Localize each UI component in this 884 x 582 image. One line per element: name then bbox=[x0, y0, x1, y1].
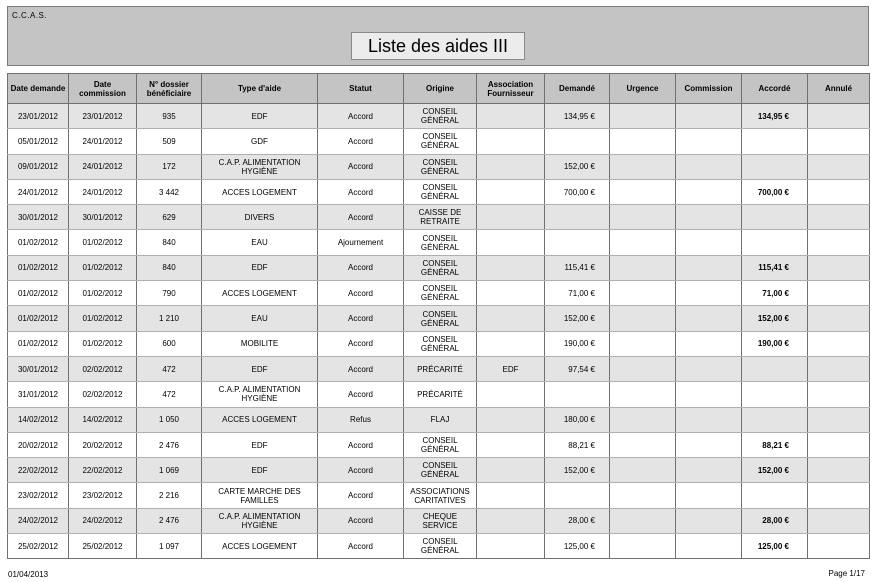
cell-urgence bbox=[610, 104, 676, 129]
cell-accorde: 152,00 € bbox=[742, 306, 808, 331]
cell-dossier: 1 050 bbox=[137, 407, 202, 432]
cell-date-demande: 09/01/2012 bbox=[8, 154, 69, 179]
table-row bbox=[8, 154, 870, 179]
cell-association bbox=[477, 255, 545, 280]
cell-date-commission: 14/02/2012 bbox=[69, 407, 137, 432]
cell-date-commission: 01/02/2012 bbox=[69, 281, 137, 306]
cell-origine: CONSEIL GÉNÉRAL bbox=[404, 104, 477, 129]
table-row bbox=[8, 458, 870, 483]
cell-annule bbox=[808, 534, 870, 559]
cell-type-aide: EAU bbox=[202, 230, 318, 255]
cell-demande: 152,00 € bbox=[545, 458, 610, 483]
cell-accorde: 134,95 € bbox=[742, 104, 808, 129]
organization-label: C.C.A.S. bbox=[12, 11, 48, 20]
cell-type-aide: EDF bbox=[202, 356, 318, 381]
cell-dossier: 472 bbox=[137, 382, 202, 407]
cell-commission bbox=[676, 205, 742, 230]
cell-type-aide: ACCES LOGEMENT bbox=[202, 534, 318, 559]
cell-origine: CONSEIL GÉNÉRAL bbox=[404, 432, 477, 457]
table-row bbox=[8, 205, 870, 230]
cell-statut: Accord bbox=[318, 331, 404, 356]
cell-annule bbox=[808, 432, 870, 457]
cell-dossier: 2 476 bbox=[137, 432, 202, 457]
cell-annule bbox=[808, 483, 870, 508]
table-row bbox=[8, 306, 870, 331]
cell-commission bbox=[676, 179, 742, 204]
cell-commission bbox=[676, 306, 742, 331]
cell-urgence bbox=[610, 382, 676, 407]
cell-origine: CONSEIL GÉNÉRAL bbox=[404, 306, 477, 331]
table-header-row bbox=[8, 74, 870, 104]
cell-annule bbox=[808, 104, 870, 129]
cell-demande: 180,00 € bbox=[545, 407, 610, 432]
cell-association bbox=[477, 331, 545, 356]
col-demande: Demandé bbox=[545, 74, 610, 104]
col-type-aide: Type d'aide bbox=[202, 74, 318, 104]
col-origine: Origine bbox=[404, 74, 477, 104]
col-annule: Annulé bbox=[808, 74, 870, 104]
cell-annule bbox=[808, 255, 870, 280]
cell-date-commission: 01/02/2012 bbox=[69, 255, 137, 280]
col-accorde: Accordé bbox=[742, 74, 808, 104]
col-urgence: Urgence bbox=[610, 74, 676, 104]
cell-type-aide: CARTE MARCHE DES FAMILLES bbox=[202, 483, 318, 508]
cell-type-aide: GDF bbox=[202, 129, 318, 154]
cell-date-commission: 24/01/2012 bbox=[69, 179, 137, 204]
cell-demande: 125,00 € bbox=[545, 534, 610, 559]
cell-urgence bbox=[610, 205, 676, 230]
cell-dossier: 1 097 bbox=[137, 534, 202, 559]
table-row bbox=[8, 281, 870, 306]
cell-annule bbox=[808, 382, 870, 407]
cell-demande bbox=[545, 382, 610, 407]
cell-commission bbox=[676, 483, 742, 508]
cell-origine: PRÉCARITÉ bbox=[404, 356, 477, 381]
cell-type-aide: DIVERS bbox=[202, 205, 318, 230]
cell-demande: 700,00 € bbox=[545, 179, 610, 204]
cell-date-commission: 01/02/2012 bbox=[69, 306, 137, 331]
cell-annule bbox=[808, 306, 870, 331]
cell-origine: CONSEIL GÉNÉRAL bbox=[404, 458, 477, 483]
cell-association bbox=[477, 104, 545, 129]
cell-urgence bbox=[610, 179, 676, 204]
col-statut: Statut bbox=[318, 74, 404, 104]
cell-urgence bbox=[610, 230, 676, 255]
cell-demande bbox=[545, 129, 610, 154]
cell-urgence bbox=[610, 508, 676, 533]
cell-accorde: 125,00 € bbox=[742, 534, 808, 559]
cell-association bbox=[477, 382, 545, 407]
col-commission: Commission bbox=[676, 74, 742, 104]
cell-statut: Accord bbox=[318, 356, 404, 381]
cell-origine: CHEQUE SERVICE bbox=[404, 508, 477, 533]
cell-association bbox=[477, 205, 545, 230]
cell-association bbox=[477, 432, 545, 457]
cell-date-commission: 23/01/2012 bbox=[69, 104, 137, 129]
cell-origine: PRÉCARITÉ bbox=[404, 382, 477, 407]
cell-accorde: 28,00 € bbox=[742, 508, 808, 533]
cell-dossier: 1 210 bbox=[137, 306, 202, 331]
table-row bbox=[8, 129, 870, 154]
table-row bbox=[8, 382, 870, 407]
cell-demande: 152,00 € bbox=[545, 154, 610, 179]
cell-statut: Accord bbox=[318, 306, 404, 331]
cell-demande: 28,00 € bbox=[545, 508, 610, 533]
cell-statut: Accord bbox=[318, 508, 404, 533]
cell-commission bbox=[676, 458, 742, 483]
cell-commission bbox=[676, 382, 742, 407]
cell-commission bbox=[676, 356, 742, 381]
cell-demande: 97,54 € bbox=[545, 356, 610, 381]
table-row bbox=[8, 255, 870, 280]
cell-date-demande: 01/02/2012 bbox=[8, 255, 69, 280]
cell-statut: Refus bbox=[318, 407, 404, 432]
cell-accorde bbox=[742, 154, 808, 179]
cell-date-commission: 24/02/2012 bbox=[69, 508, 137, 533]
cell-accorde bbox=[742, 129, 808, 154]
aides-table bbox=[7, 73, 870, 559]
col-date-demande: Date demande bbox=[8, 74, 69, 104]
cell-dossier: 509 bbox=[137, 129, 202, 154]
cell-statut: Accord bbox=[318, 179, 404, 204]
page-title: Liste des aides III bbox=[351, 32, 525, 60]
cell-demande: 190,00 € bbox=[545, 331, 610, 356]
cell-dossier: 2 216 bbox=[137, 483, 202, 508]
cell-type-aide: C.A.P. ALIMENTATION HYGIÈNE bbox=[202, 154, 318, 179]
cell-urgence bbox=[610, 458, 676, 483]
cell-urgence bbox=[610, 331, 676, 356]
table-row bbox=[8, 356, 870, 381]
cell-type-aide: EDF bbox=[202, 432, 318, 457]
cell-date-demande: 01/02/2012 bbox=[8, 306, 69, 331]
cell-urgence bbox=[610, 281, 676, 306]
report-header bbox=[7, 6, 869, 66]
cell-origine: ASSOCIATIONS CARITATIVES bbox=[404, 483, 477, 508]
cell-demande bbox=[545, 230, 610, 255]
cell-type-aide: EDF bbox=[202, 104, 318, 129]
cell-dossier: 3 442 bbox=[137, 179, 202, 204]
cell-type-aide: MOBILITE bbox=[202, 331, 318, 356]
cell-accorde bbox=[742, 205, 808, 230]
cell-annule bbox=[808, 129, 870, 154]
cell-statut: Accord bbox=[318, 205, 404, 230]
cell-date-demande: 23/01/2012 bbox=[8, 104, 69, 129]
cell-annule bbox=[808, 331, 870, 356]
cell-type-aide: C.A.P. ALIMENTATION HYGIÈNE bbox=[202, 508, 318, 533]
cell-association bbox=[477, 534, 545, 559]
table-row bbox=[8, 104, 870, 129]
cell-statut: Accord bbox=[318, 458, 404, 483]
cell-demande bbox=[545, 205, 610, 230]
cell-commission bbox=[676, 281, 742, 306]
cell-type-aide: EAU bbox=[202, 306, 318, 331]
cell-demande: 115,41 € bbox=[545, 255, 610, 280]
cell-type-aide: C.A.P. ALIMENTATION HYGIÈNE bbox=[202, 382, 318, 407]
cell-date-demande: 30/01/2012 bbox=[8, 356, 69, 381]
cell-date-demande: 05/01/2012 bbox=[8, 129, 69, 154]
table-body bbox=[8, 104, 870, 559]
cell-association bbox=[477, 154, 545, 179]
cell-statut: Accord bbox=[318, 534, 404, 559]
cell-origine: FLAJ bbox=[404, 407, 477, 432]
cell-dossier: 840 bbox=[137, 255, 202, 280]
cell-origine: CONSEIL GÉNÉRAL bbox=[404, 331, 477, 356]
cell-urgence bbox=[610, 432, 676, 457]
cell-date-demande: 30/01/2012 bbox=[8, 205, 69, 230]
table-row bbox=[8, 179, 870, 204]
cell-association bbox=[477, 306, 545, 331]
cell-statut: Accord bbox=[318, 154, 404, 179]
cell-origine: CONSEIL GÉNÉRAL bbox=[404, 154, 477, 179]
cell-annule bbox=[808, 356, 870, 381]
table-row bbox=[8, 407, 870, 432]
table-row bbox=[8, 331, 870, 356]
cell-association bbox=[477, 458, 545, 483]
cell-association bbox=[477, 281, 545, 306]
table-row bbox=[8, 483, 870, 508]
cell-demande: 134,95 € bbox=[545, 104, 610, 129]
cell-accorde bbox=[742, 483, 808, 508]
cell-demande: 88,21 € bbox=[545, 432, 610, 457]
col-dossier: N° dossier bénéficiaire bbox=[137, 74, 202, 104]
cell-urgence bbox=[610, 356, 676, 381]
page-number: Page 1/17 bbox=[828, 569, 865, 578]
cell-demande: 71,00 € bbox=[545, 281, 610, 306]
print-date: 01/04/2013 bbox=[8, 570, 49, 579]
cell-statut: Accord bbox=[318, 432, 404, 457]
cell-annule bbox=[808, 281, 870, 306]
cell-statut: Ajournement bbox=[318, 230, 404, 255]
cell-urgence bbox=[610, 154, 676, 179]
cell-statut: Accord bbox=[318, 104, 404, 129]
cell-type-aide: EDF bbox=[202, 255, 318, 280]
cell-urgence bbox=[610, 407, 676, 432]
cell-statut: Accord bbox=[318, 483, 404, 508]
cell-type-aide: ACCES LOGEMENT bbox=[202, 281, 318, 306]
cell-commission bbox=[676, 407, 742, 432]
cell-demande: 152,00 € bbox=[545, 306, 610, 331]
cell-association: EDF bbox=[477, 356, 545, 381]
cell-date-demande: 24/02/2012 bbox=[8, 508, 69, 533]
cell-date-demande: 14/02/2012 bbox=[8, 407, 69, 432]
cell-dossier: 790 bbox=[137, 281, 202, 306]
table-row bbox=[8, 432, 870, 457]
cell-date-demande: 22/02/2012 bbox=[8, 458, 69, 483]
cell-accorde: 152,00 € bbox=[742, 458, 808, 483]
table-row bbox=[8, 508, 870, 533]
cell-association bbox=[477, 179, 545, 204]
cell-association bbox=[477, 407, 545, 432]
cell-date-commission: 02/02/2012 bbox=[69, 382, 137, 407]
cell-accorde: 700,00 € bbox=[742, 179, 808, 204]
cell-type-aide: ACCES LOGEMENT bbox=[202, 407, 318, 432]
cell-commission bbox=[676, 534, 742, 559]
cell-date-commission: 01/02/2012 bbox=[69, 230, 137, 255]
cell-demande bbox=[545, 483, 610, 508]
cell-commission bbox=[676, 104, 742, 129]
cell-dossier: 629 bbox=[137, 205, 202, 230]
cell-date-commission: 24/01/2012 bbox=[69, 154, 137, 179]
cell-date-demande: 01/02/2012 bbox=[8, 281, 69, 306]
cell-accorde bbox=[742, 356, 808, 381]
cell-dossier: 840 bbox=[137, 230, 202, 255]
cell-accorde bbox=[742, 407, 808, 432]
cell-type-aide: ACCES LOGEMENT bbox=[202, 179, 318, 204]
cell-annule bbox=[808, 205, 870, 230]
cell-annule bbox=[808, 458, 870, 483]
cell-urgence bbox=[610, 255, 676, 280]
cell-origine: CONSEIL GÉNÉRAL bbox=[404, 230, 477, 255]
cell-origine: CONSEIL GÉNÉRAL bbox=[404, 534, 477, 559]
cell-commission bbox=[676, 432, 742, 457]
cell-accorde: 71,00 € bbox=[742, 281, 808, 306]
cell-date-commission: 25/02/2012 bbox=[69, 534, 137, 559]
cell-dossier: 472 bbox=[137, 356, 202, 381]
cell-date-commission: 24/01/2012 bbox=[69, 129, 137, 154]
cell-accorde: 88,21 € bbox=[742, 432, 808, 457]
cell-dossier: 600 bbox=[137, 331, 202, 356]
cell-date-commission: 30/01/2012 bbox=[69, 205, 137, 230]
cell-date-demande: 20/02/2012 bbox=[8, 432, 69, 457]
cell-dossier: 1 069 bbox=[137, 458, 202, 483]
cell-origine: CONSEIL GÉNÉRAL bbox=[404, 179, 477, 204]
cell-accorde: 115,41 € bbox=[742, 255, 808, 280]
cell-date-demande: 25/02/2012 bbox=[8, 534, 69, 559]
cell-accorde bbox=[742, 382, 808, 407]
cell-date-demande: 31/01/2012 bbox=[8, 382, 69, 407]
cell-date-demande: 01/02/2012 bbox=[8, 230, 69, 255]
cell-dossier: 935 bbox=[137, 104, 202, 129]
cell-association bbox=[477, 230, 545, 255]
cell-type-aide: EDF bbox=[202, 458, 318, 483]
cell-urgence bbox=[610, 483, 676, 508]
cell-dossier: 172 bbox=[137, 154, 202, 179]
cell-statut: Accord bbox=[318, 129, 404, 154]
cell-urgence bbox=[610, 306, 676, 331]
cell-statut: Accord bbox=[318, 382, 404, 407]
cell-annule bbox=[808, 230, 870, 255]
cell-association bbox=[477, 508, 545, 533]
cell-date-commission: 23/02/2012 bbox=[69, 483, 137, 508]
cell-accorde: 190,00 € bbox=[742, 331, 808, 356]
cell-annule bbox=[808, 154, 870, 179]
cell-statut: Accord bbox=[318, 255, 404, 280]
cell-annule bbox=[808, 179, 870, 204]
cell-origine: CONSEIL GÉNÉRAL bbox=[404, 255, 477, 280]
cell-origine: CONSEIL GÉNÉRAL bbox=[404, 281, 477, 306]
cell-commission bbox=[676, 508, 742, 533]
cell-date-commission: 22/02/2012 bbox=[69, 458, 137, 483]
cell-date-demande: 24/01/2012 bbox=[8, 179, 69, 204]
cell-commission bbox=[676, 129, 742, 154]
cell-date-commission: 02/02/2012 bbox=[69, 356, 137, 381]
col-association: Association Fournisseur bbox=[477, 74, 545, 104]
cell-commission bbox=[676, 230, 742, 255]
cell-accorde bbox=[742, 230, 808, 255]
cell-date-demande: 23/02/2012 bbox=[8, 483, 69, 508]
col-date-commission: Date commission bbox=[69, 74, 137, 104]
cell-date-demande: 01/02/2012 bbox=[8, 331, 69, 356]
cell-origine: CONSEIL GÉNÉRAL bbox=[404, 129, 477, 154]
cell-urgence bbox=[610, 129, 676, 154]
cell-association bbox=[477, 483, 545, 508]
cell-annule bbox=[808, 407, 870, 432]
cell-commission bbox=[676, 154, 742, 179]
cell-commission bbox=[676, 331, 742, 356]
cell-association bbox=[477, 129, 545, 154]
cell-dossier: 2 476 bbox=[137, 508, 202, 533]
cell-origine: CAISSE DE RETRAITE bbox=[404, 205, 477, 230]
table-row bbox=[8, 534, 870, 559]
cell-annule bbox=[808, 508, 870, 533]
cell-commission bbox=[676, 255, 742, 280]
cell-statut: Accord bbox=[318, 281, 404, 306]
cell-date-commission: 01/02/2012 bbox=[69, 331, 137, 356]
table-row bbox=[8, 230, 870, 255]
cell-urgence bbox=[610, 534, 676, 559]
cell-date-commission: 20/02/2012 bbox=[69, 432, 137, 457]
